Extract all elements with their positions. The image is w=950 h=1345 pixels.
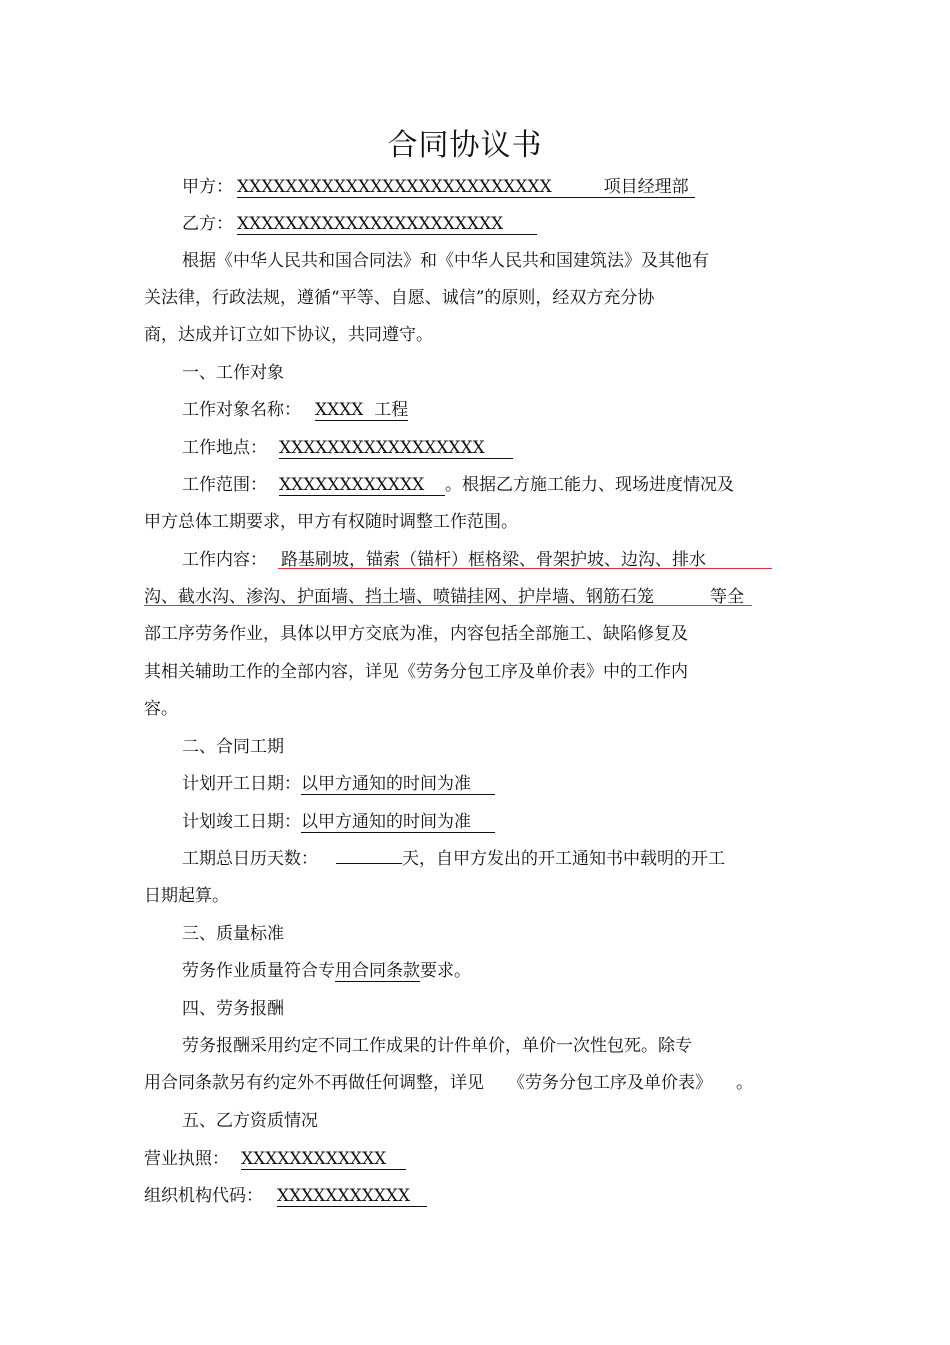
work-location-label: 工作地点：: [182, 438, 267, 458]
party-a-line: [182, 176, 695, 198]
total-days-line: [182, 848, 725, 870]
section-2-heading: 二、合同工期: [182, 737, 284, 757]
work-scope-rest: 。根据乙方施工能力、现场进度情况及: [445, 475, 734, 495]
party-a-suffix: 项目经理部: [603, 177, 689, 197]
red-underline-1: [278, 568, 772, 569]
remuneration-text: 用合同条款另有约定外不再做任何调整，详见: [144, 1073, 484, 1093]
org-code-line: [144, 1185, 427, 1207]
party-b-line: [182, 213, 537, 235]
section-3-heading: 三、质量标准: [182, 924, 284, 944]
party-a-label: 甲方：: [182, 177, 233, 197]
work-location-value: XXXXXXXXXXXXXXXXX: [279, 438, 513, 459]
business-license-value: XXXXXXXXXXXX: [241, 1149, 406, 1170]
total-days-blank: [336, 863, 402, 864]
planned-start-line: [182, 773, 495, 795]
work-scope-value: XXXXXXXXXXXX: [279, 475, 445, 496]
work-content-label: 工作内容：: [182, 550, 267, 570]
planned-start-label: 计划开工日期：: [182, 774, 301, 794]
intro-line-2: 关法律，行政法规，遵循“平等、自愿、诚信”的原则，经双方充分协: [144, 288, 655, 308]
work-object-name-value: XXXX 工程: [315, 400, 409, 420]
remuneration-end: 。: [736, 1073, 753, 1093]
work-scope-line-2: 甲方总体工期要求，甲方有权随时调整工作范围。: [144, 512, 518, 532]
org-code-value: XXXXXXXXXXX: [277, 1186, 427, 1207]
org-code-label: 组织机构代码：: [144, 1186, 263, 1206]
section-5-heading: 五、乙方资质情况: [182, 1111, 318, 1131]
total-days-rest: 天，自甲方发出的开工通知书中载明的开工: [402, 849, 725, 869]
planned-end-value: 以甲方通知的时间为准: [301, 812, 495, 833]
remuneration-ref: 《劳务分包工序及单价表》: [508, 1073, 712, 1093]
work-scope-label: 工作范围：: [182, 475, 267, 495]
party-b-label: 乙方：: [182, 214, 233, 234]
work-content-text-1: 路基刷坡，锚索（锚杆）框格梁、骨架护坡、边沟、排水: [281, 550, 706, 570]
party-b-value: XXXXXXXXXXXXXXXXXXXXXX: [237, 214, 537, 235]
document-title: 合同协议书: [387, 128, 543, 163]
work-content-line-5: 容。: [144, 699, 178, 719]
work-content-text-2: 沟、截水沟、渗沟、护面墙、挡土墙、喷锚挂网、护岸墙、钢筋石笼: [144, 587, 654, 607]
work-content-tail: 等全: [710, 587, 744, 607]
intro-line-1: 根据《中华人民共和国合同法》和《中华人民共和国建筑法》及其他有: [182, 251, 709, 271]
work-content-line-4: 其相关辅助工作的全部内容，详见《劳务分包工序及单价表》中的工作内: [144, 662, 688, 682]
planned-end-label: 计划竣工日期：: [182, 812, 301, 832]
work-object-name-line: [182, 399, 408, 421]
work-object-name-label: 工作对象名称：: [182, 400, 301, 420]
total-days-line-2: 日期起算。: [144, 886, 229, 906]
party-a-field: [237, 177, 695, 198]
remuneration-line-2: [144, 1072, 753, 1094]
planned-end-line: [182, 811, 495, 833]
remuneration-line-1: 劳务报酬采用约定不同工作成果的计件单价，单价一次性包死。除专: [182, 1036, 692, 1056]
section-1-heading: 一、工作对象: [182, 363, 284, 383]
work-content-line-3: 部工序劳务作业，具体以甲方交底为准，内容包括全部施工、缺陷修复及: [144, 624, 688, 644]
section-4-heading: 四、劳务报酬: [182, 999, 284, 1019]
work-scope-line: [182, 474, 734, 496]
intro-line-3: 商，达成并订立如下协议，共同遵守。: [144, 325, 433, 345]
quality-text-after: 要求。: [420, 961, 471, 981]
business-license-line: [144, 1148, 406, 1170]
total-days-label: 工期总日历天数：: [182, 849, 318, 869]
planned-start-value: 以甲方通知的时间为准: [301, 774, 495, 795]
quality-text-underlined: 用合同条款: [335, 961, 420, 981]
work-location-line: [182, 437, 513, 459]
party-a-value: XXXXXXXXXXXXXXXXXXXXXXXXXX: [237, 177, 552, 197]
quality-text-before: 劳务作业质量符合专: [182, 961, 335, 981]
red-underline-2: [144, 605, 752, 606]
quality-standard-line: [182, 960, 471, 982]
business-license-label: 营业执照：: [144, 1149, 229, 1169]
